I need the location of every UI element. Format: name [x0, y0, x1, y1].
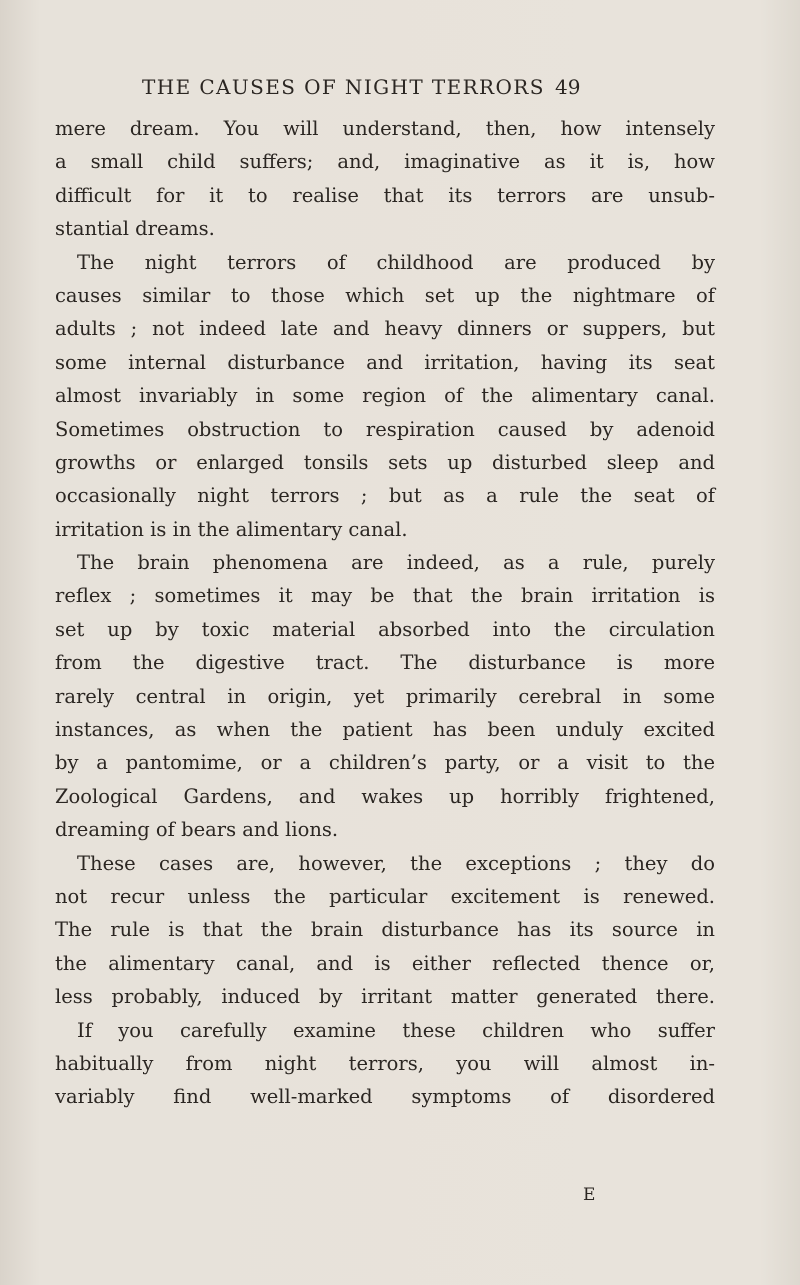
text-line: less probably, induced by irritant matter generated there.: [55, 985, 715, 1009]
signature-mark: E: [583, 1185, 596, 1205]
text-line: growths or enlarged tonsils sets up disturbed sleep and: [55, 450, 715, 474]
text-line: some internal disturbance and irritation, having its seat: [55, 350, 715, 374]
text-line: from the digestive tract. The disturbance is more: [55, 651, 715, 675]
text-line: Zoological Gardens, and wakes up horribly frightened,: [55, 784, 715, 808]
text-line: almost invariably in some region of the alimentary canal.: [55, 384, 715, 408]
text-line: irritation is in the alimentary canal.: [55, 517, 408, 541]
text-line: reflex ; sometimes it may be that the brain irritation is: [55, 584, 715, 608]
text-line: adults ; not indeed late and heavy dinners or suppers, but: [55, 317, 715, 341]
text-line: a small child suffers; and, imaginative as it is, how: [55, 150, 715, 174]
text-line: rarely central in origin, yet primarily cerebral in some: [55, 684, 715, 708]
running-title: THE CAUSES OF NIGHT TERRORS: [142, 75, 545, 99]
text-line: difficult for it to realise that its terrors are unsub-: [55, 183, 715, 207]
page-number: 49: [555, 75, 581, 99]
text-line: variably find well-marked symptoms of disordered: [55, 1085, 715, 1109]
text-line: dreaming of bears and lions.: [55, 818, 339, 842]
text-line: These cases are, however, the exceptions ; they do: [77, 851, 715, 875]
text-line: If you carefully examine these children who suffer: [77, 1018, 715, 1042]
text-line: The rule is that the brain disturbance has its source in: [55, 918, 715, 942]
running-head: [0, 75, 800, 105]
text-line: The brain phenomena are indeed, as a rule, purely: [77, 551, 715, 575]
text-line: The night terrors of childhood are produced by: [77, 250, 715, 274]
text-line: instances, as when the patient has been unduly excited: [55, 718, 715, 742]
text-line: habitually from night terrors, you will almost in-: [55, 1051, 715, 1075]
text-line: by a pantomime, or a children’s party, or a visit to the: [55, 751, 715, 775]
text-line: the alimentary canal, and is either reflected thence or,: [55, 951, 715, 975]
body-text: [55, 112, 715, 1114]
text-line: Sometimes obstruction to respiration caused by adenoid: [55, 417, 715, 441]
text-line: mere dream. You will understand, then, how intensely: [55, 117, 715, 140]
text-line: stantial dreams.: [55, 217, 215, 241]
text-line: not recur unless the particular excitement is renewed.: [55, 884, 715, 908]
text-line: causes similar to those which set up the nightmare of: [55, 283, 715, 307]
text-line: occasionally night terrors ; but as a rule the seat of: [55, 484, 715, 508]
text-line: set up by toxic material absorbed into the circulation: [55, 617, 715, 641]
